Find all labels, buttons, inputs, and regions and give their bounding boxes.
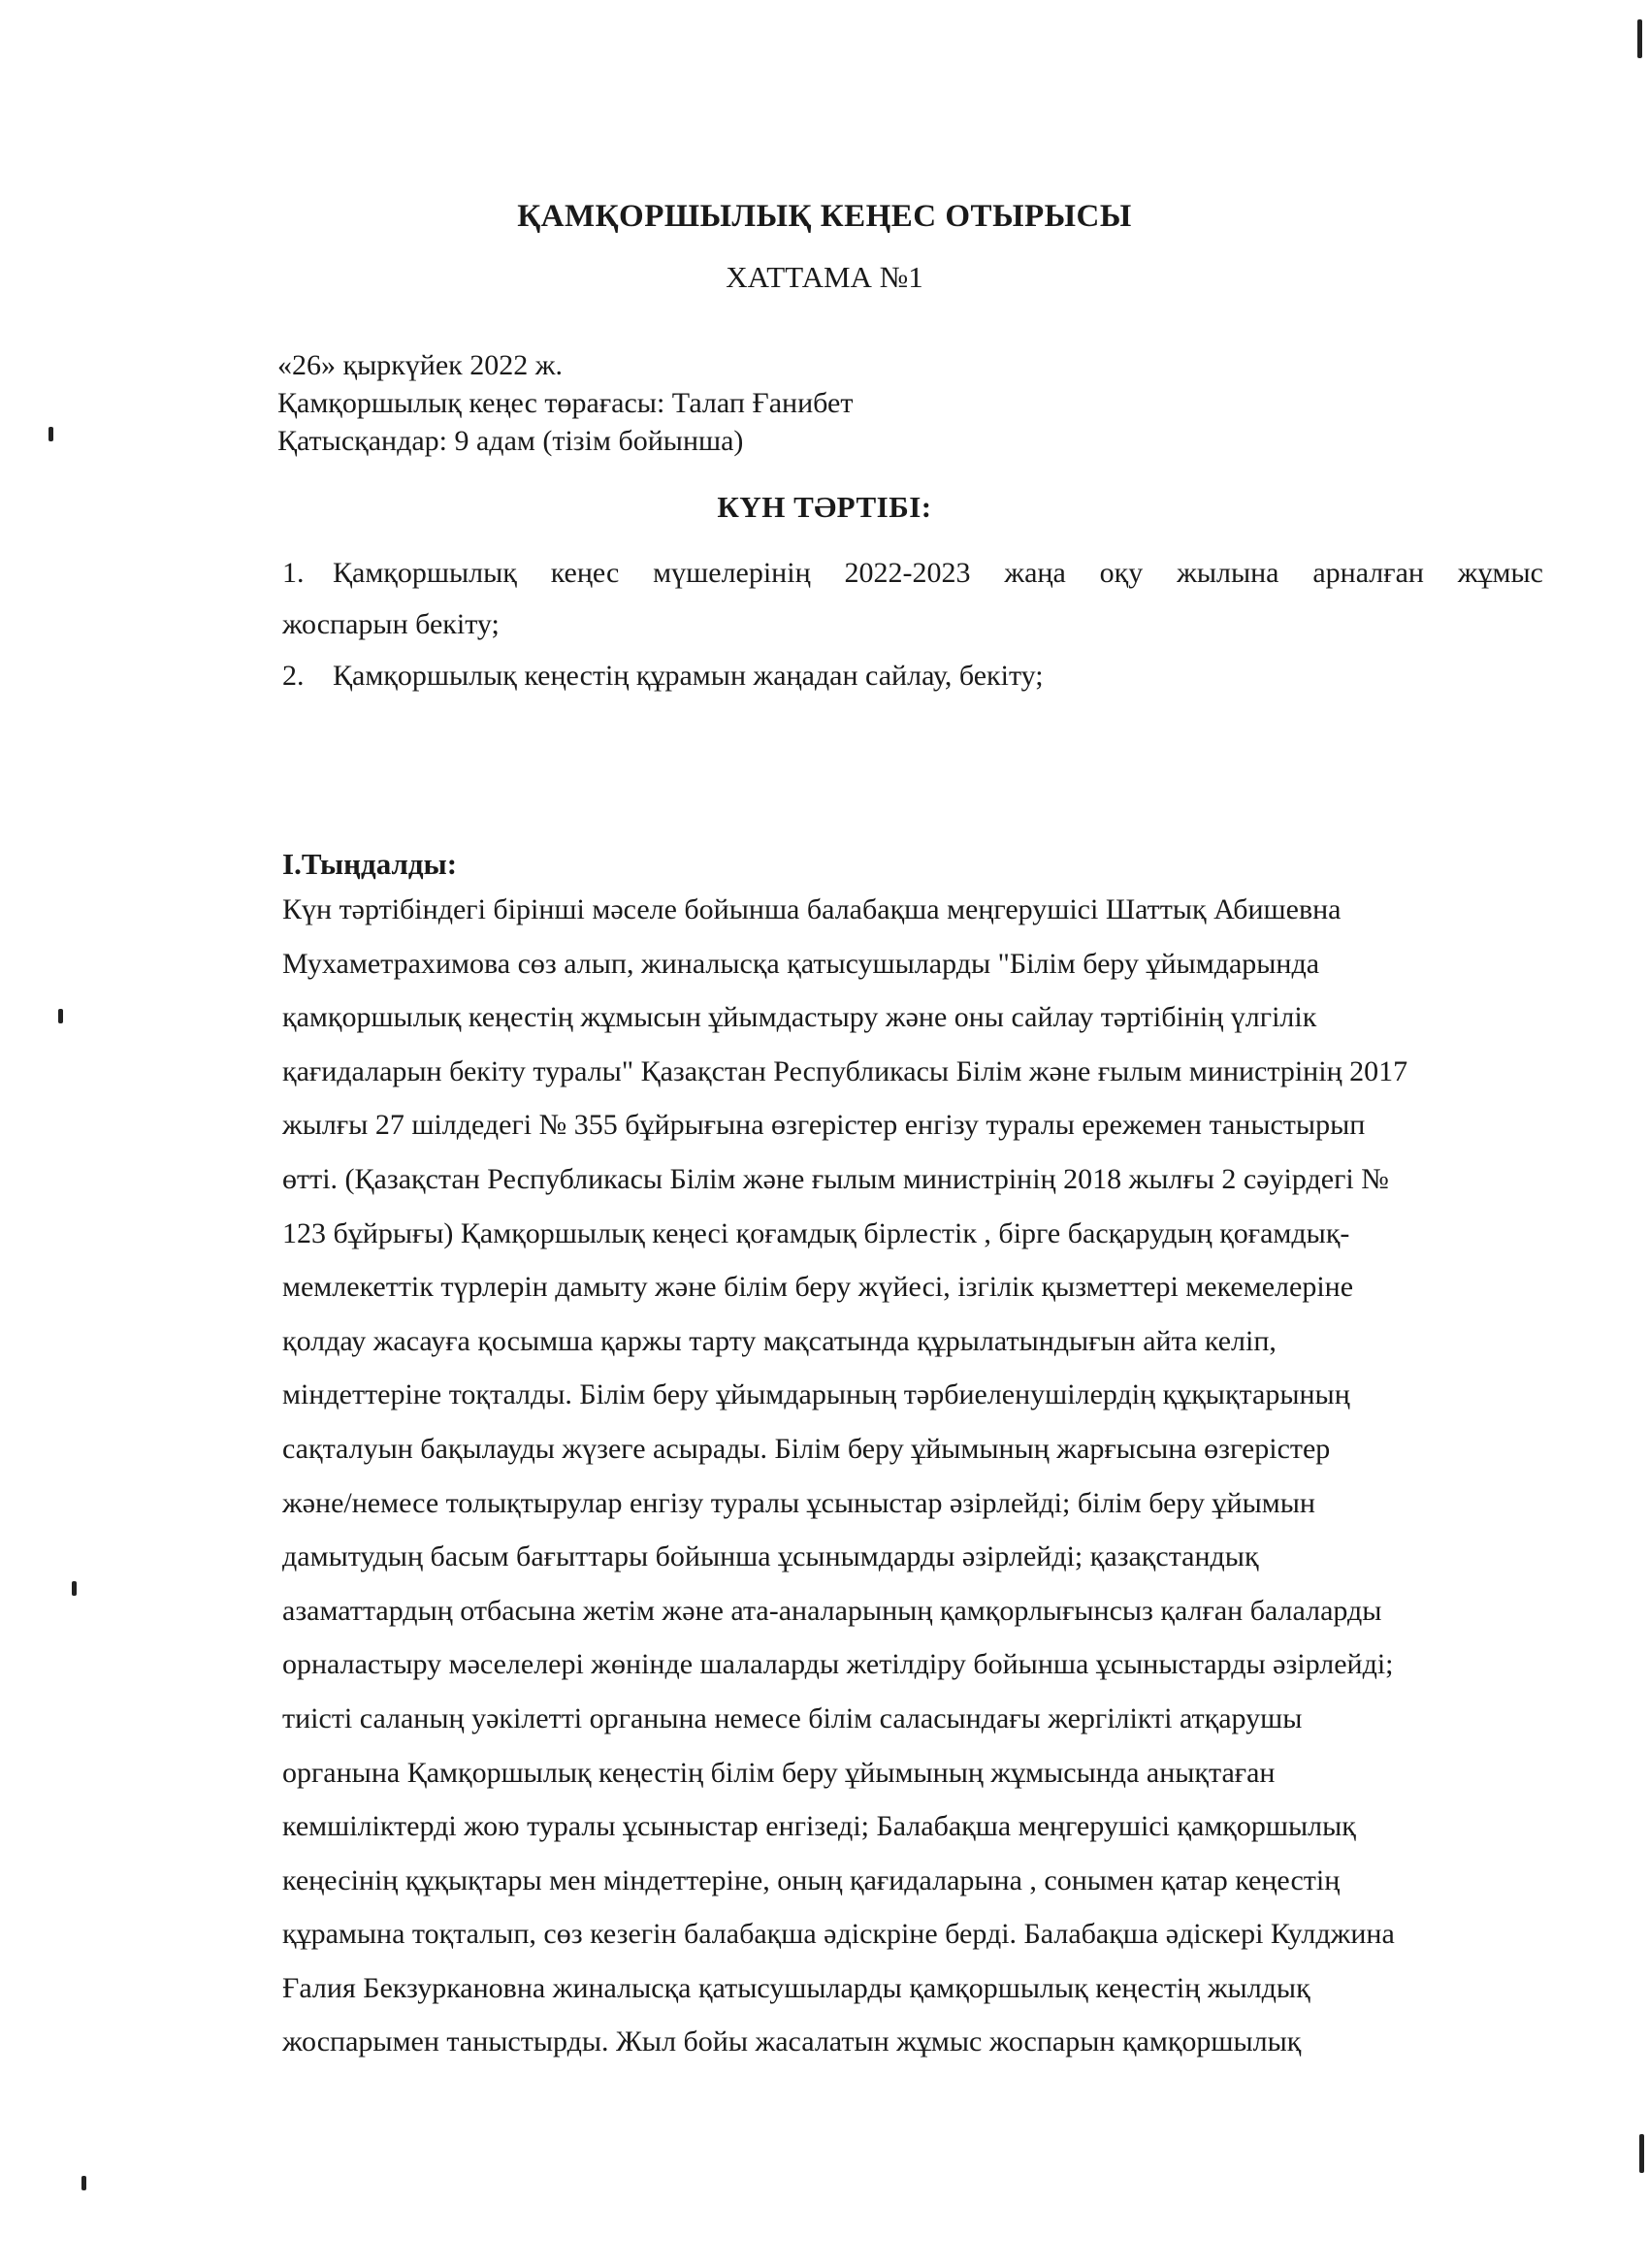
- scan-mark: [1639, 2134, 1644, 2173]
- meeting-chair: Қамқоршылық кеңес төрағасы: Талап Ғанибет: [277, 387, 854, 419]
- body-line: міндеттеріне тоқталды. Білім беру ұйымдарының тәрбиеленушілердің құқықтарының: [282, 1378, 1350, 1411]
- body-line: кемшіліктерді жою туралы ұсыныстар енгізеді; Балабақша меңгерушісі қамқоршылық: [282, 1810, 1356, 1843]
- agenda-item-text: Қамқоршылық кеңес мүшелерінің 2022-2023 жаңа оқу жылына арналған жұмыс: [333, 557, 1543, 589]
- agenda-item-text-continued: жоспарын бекіту;: [282, 608, 500, 640]
- body-line: дамытудың басым бағыттары бойынша ұсынымдарды әзірлейді; қазақстандық: [282, 1540, 1259, 1573]
- body-line: жылғы 27 шілдедегі № 355 бұйрығына өзгерістер енгізу туралы ережемен таныстырып: [282, 1109, 1366, 1142]
- body-line: қағидаларын бекіту туралы" Қазақстан Республикасы Білім және ғылым министрінің 2017: [282, 1054, 1408, 1087]
- body-line: сақталуын бақылауды жүзеге асырады. Білім беру ұйымының жарғысына өзгерістер: [282, 1432, 1331, 1465]
- scan-mark: [72, 1581, 77, 1596]
- scan-mark: [1637, 19, 1642, 58]
- meeting-date: «26» қыркүйек 2022 ж.: [277, 349, 563, 381]
- scan-mark: [58, 1009, 63, 1023]
- protocol-number: ХАТТАМА №1: [726, 260, 923, 294]
- agenda-title: КҮН ТӘРТІБІ:: [717, 490, 932, 524]
- body-line: мемлекеттік түрлерін дамыту және білім беру жүйесі, ізгілік қызметтері мекемелеріне: [282, 1271, 1354, 1304]
- body-line: Ғалия Бекзуркановна жиналысқа қатысушыларды қамқоршылық кеңестің жылдық: [282, 1971, 1310, 2004]
- meeting-info: [277, 346, 853, 460]
- body-line: құрамына тоқталып, сөз кезегін балабақша әдіскріне берді. Балабақша әдіскері Кулджина: [282, 1918, 1395, 1951]
- agenda-item-number: 1.: [282, 557, 305, 589]
- body-line: кеңесінің құқықтары мен міндеттеріне, оның қағидаларына , сонымен қатар кеңестің: [282, 1863, 1341, 1896]
- scan-mark: [48, 427, 53, 441]
- body-line: орналастыру мәселелері жөнінде шалаларды жетілдіру бойынша ұсыныстарды әзірлейді;: [282, 1648, 1394, 1681]
- document-title: ҚАМҚОРШЫЛЫҚ КЕҢЕС ОТЫРЫСЫ: [517, 199, 1132, 234]
- body-line: және/немесе толықтырулар енгізу туралы ұсыныстар әзірлейді; білім беру ұйымын: [282, 1486, 1315, 1519]
- agenda-item-text: Қамқоршылық кеңестің құрамын жаңадан сайлау, бекіту;: [333, 660, 1044, 692]
- body-line: қолдау жасауға қосымша қаржы тарту мақсатында құрылатындығын айта келіп,: [282, 1324, 1277, 1357]
- meeting-participants: Қатысқандар: 9 адам (тізім бойынша): [277, 425, 744, 457]
- body-line: органына Қамқоршылық кеңестің білім беру ұйымының жұмысында анықтаған: [282, 1756, 1276, 1789]
- body-line: жоспарымен таныстырды. Жыл бойы жасалатын жұмыс жоспарын қамқоршылық: [282, 2025, 1302, 2058]
- agenda-item: [282, 558, 1543, 589]
- body-line: Мухаметрахимова сөз алып, жиналысқа қатысушыларды "Білім беру ұйымдарында: [282, 947, 1320, 980]
- body-text: [282, 891, 1563, 2077]
- section-heading: І.Тыңдалды:: [282, 847, 458, 881]
- agenda-item: [282, 661, 1543, 692]
- body-line: Күн тәртібіндегі бірінші мәселе бойынша балабақша меңгерушісі Шаттық Абишевна: [282, 893, 1342, 925]
- body-line: 123 бұйрығы) Қамқоршылық кеңесі қоғамдық бірлестік , бірге басқарудың қоғамдық-: [282, 1216, 1350, 1249]
- body-line: өтті. (Қазақстан Республикасы Білім және ғылым министрінің 2018 жылғы 2 сәуірдегі №: [282, 1162, 1389, 1195]
- scan-mark: [81, 2176, 86, 2190]
- agenda-list: [282, 558, 1543, 692]
- agenda-item-number: 2.: [282, 660, 305, 692]
- body-line: азаматтардың отбасына жетім және ата-аналарының қамқорлығынсыз қалған балаларды: [282, 1594, 1382, 1627]
- body-line: тиісті саланың уәкілетті органына немесе білім саласындағы жергілікті атқарушы: [282, 1701, 1303, 1734]
- body-line: қамқоршылық кеңестің жұмысын ұйымдастыру және оны сайлау тәртібінің үлгілік: [282, 1001, 1317, 1034]
